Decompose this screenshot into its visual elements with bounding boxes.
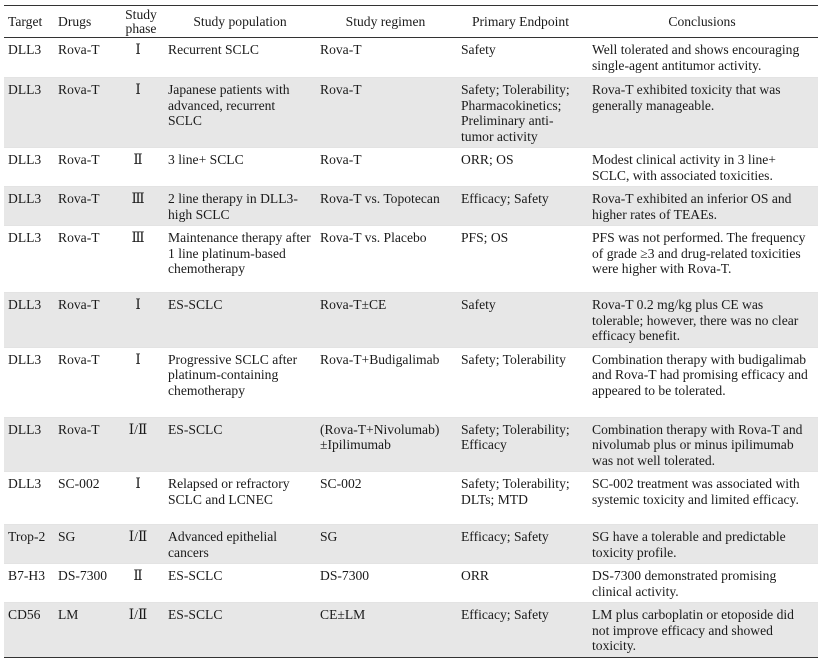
- cell-phase: Ⅰ/Ⅱ: [128, 607, 148, 622]
- cell-target: DLL3: [8, 230, 42, 245]
- cell-drug: Rova-T: [58, 152, 100, 167]
- cell-phase: Ⅰ: [135, 476, 141, 491]
- cell-phase: Ⅰ: [135, 297, 141, 312]
- cell-conclusion: Combination therapy with Rova-T and nivolumab plus or minus ipilimumab was not well tolerated.: [592, 421, 803, 468]
- cell-conclusion: SC-002 treatment was associated with systemic toxicity and limited efficacy.: [592, 476, 800, 507]
- cell-population: 2 line therapy in DLL3-high SCLC: [168, 191, 298, 222]
- cell-endpoint: Safety; Tolerability; Efficacy: [461, 421, 570, 452]
- cell-conclusion: Combination therapy with budigalimab and Rova-T had promising efficacy and appeared to be tolerated.: [592, 351, 808, 398]
- cell-population: 3 line+ SCLC: [168, 152, 244, 167]
- cell-population: Progressive SCLC after platinum-containing chemotherapy: [168, 351, 298, 398]
- cell-target: CD56: [8, 607, 41, 622]
- cell-population: ES-SCLC: [168, 421, 223, 437]
- cell-conclusion: Rova-T exhibited toxicity that was generally manageable.: [592, 82, 781, 113]
- cell-regimen: Rova-T: [320, 42, 362, 57]
- header-phase: Study phase: [125, 6, 157, 36]
- cell-endpoint: Efficacy; Safety: [461, 607, 549, 622]
- header-row: [4, 6, 818, 38]
- cell-population: ES-SCLC: [168, 568, 223, 583]
- cell-phase: Ⅰ: [135, 351, 141, 367]
- cell-conclusion: PFS was not performed. The frequency of grade ≥3 and drug-related toxicities were higher with Rova-T.: [592, 230, 806, 276]
- cell-conclusion: Modest clinical activity in 3 line+ SCLC, with associated toxicities.: [592, 152, 776, 183]
- cell-drug: Rova-T: [58, 82, 100, 97]
- trials-table-container: [4, 5, 818, 658]
- cell-phase: Ⅰ: [135, 82, 141, 97]
- cell-regimen: Rova-T: [320, 82, 362, 97]
- cell-population: ES-SCLC: [168, 607, 223, 622]
- cell-target: Trop-2: [8, 529, 46, 544]
- cell-endpoint: Efficacy; Safety: [461, 529, 549, 544]
- cell-drug: Rova-T: [58, 42, 100, 57]
- cell-phase: Ⅱ: [133, 568, 143, 583]
- cell-regimen: CE±LM: [320, 607, 366, 622]
- cell-population: Japanese patients with advanced, recurrent SCLC: [168, 82, 290, 128]
- cell-population: Relapsed or refractory SCLC and LCNEC: [168, 476, 290, 507]
- cell-conclusion: Rova-T exhibited an inferior OS and higher rates of TEAEs.: [592, 191, 792, 222]
- cell-endpoint: Safety; Tolerability; DLTs; MTD: [461, 476, 570, 507]
- table-row: [4, 603, 818, 658]
- cell-conclusion: Well tolerated and shows encouraging single-agent antitumor activity.: [592, 42, 800, 73]
- cell-target: DLL3: [8, 297, 42, 312]
- cell-drug: DS-7300: [58, 568, 108, 583]
- cell-regimen: Rova-T vs. Topotecan: [320, 191, 440, 206]
- cell-phase: Ⅱ: [133, 152, 143, 167]
- cell-target: DLL3: [8, 152, 42, 167]
- cell-drug: LM: [58, 607, 79, 622]
- cell-drug: Rova-T: [58, 191, 100, 206]
- cell-phase: Ⅰ/Ⅱ: [128, 529, 148, 544]
- cell-phase: Ⅲ: [131, 191, 145, 206]
- cell-drug: SG: [58, 529, 76, 544]
- cell-target: DLL3: [8, 42, 42, 57]
- cell-population: ES-SCLC: [168, 297, 223, 312]
- table-row: [4, 293, 818, 348]
- header-regimen: Study regimen: [345, 13, 426, 29]
- cell-target: DLL3: [8, 191, 42, 206]
- cell-drug: Rova-T: [58, 230, 100, 245]
- table-row: [4, 148, 818, 187]
- cell-target: DLL3: [8, 82, 42, 97]
- cell-drug: Rova-T: [58, 351, 100, 367]
- table-row: [4, 226, 818, 293]
- cell-endpoint: Safety: [461, 297, 496, 312]
- cell-phase: Ⅰ: [135, 42, 141, 57]
- table-row: [4, 187, 818, 226]
- cell-regimen: Rova-T+Budigalimab: [320, 351, 440, 367]
- cell-regimen: Rova-T: [320, 152, 362, 167]
- cell-endpoint: ORR: [461, 568, 489, 583]
- cell-endpoint: Safety; Tolerability: [461, 351, 566, 367]
- cell-target: DLL3: [8, 421, 42, 437]
- table-row: [4, 38, 818, 78]
- cell-drug: Rova-T: [58, 297, 100, 312]
- table-row: [4, 525, 818, 564]
- cell-endpoint: Safety; Tolerability; Pharmacokinetics; Preliminary anti-tumor activity: [461, 82, 570, 144]
- header-endpoint: Primary Endpoint: [471, 13, 570, 29]
- cell-target: DLL3: [8, 351, 42, 367]
- cell-regimen: SC-002: [320, 476, 362, 491]
- cell-phase: Ⅲ: [131, 230, 145, 245]
- cell-regimen: Rova-T±CE: [320, 297, 387, 312]
- cell-endpoint: Efficacy; Safety: [461, 191, 549, 206]
- header-target: Target: [8, 13, 43, 29]
- cell-population: Maintenance therapy after 1 line platinum-based chemotherapy: [168, 230, 311, 276]
- cell-population: Recurrent SCLC: [168, 42, 259, 57]
- cell-target: B7-H3: [8, 568, 46, 583]
- cell-conclusion: LM plus carboplatin or etoposide did not improve efficacy and showed toxicity.: [592, 607, 794, 653]
- header-conclusions: Conclusions: [668, 13, 736, 29]
- table-row: [4, 417, 818, 472]
- cell-phase: Ⅰ/Ⅱ: [128, 421, 148, 437]
- table-row: [4, 78, 818, 148]
- cell-regimen: SG: [320, 529, 338, 544]
- cell-regimen: Rova-T vs. Placebo: [320, 230, 427, 245]
- clinical-trials-table: [4, 5, 818, 658]
- table-row: [4, 564, 818, 603]
- header-population: Study population: [193, 13, 287, 29]
- cell-conclusion: SG have a tolerable and predictable toxicity profile.: [592, 529, 786, 560]
- cell-endpoint: Safety: [461, 42, 496, 57]
- table-row: [4, 472, 818, 525]
- cell-population: Advanced epithelial cancers: [168, 529, 278, 560]
- cell-drug: Rova-T: [58, 421, 100, 437]
- table-row: [4, 347, 818, 417]
- cell-drug: SC-002: [58, 476, 100, 491]
- cell-target: DLL3: [8, 476, 42, 491]
- cell-regimen: DS-7300: [320, 568, 370, 583]
- cell-conclusion: DS-7300 demonstrated promising clinical activity.: [592, 568, 777, 599]
- cell-regimen: (Rova-T+Nivolumab) ±Ipilimumab: [320, 421, 440, 452]
- cell-endpoint: ORR; OS: [461, 152, 514, 167]
- cell-endpoint: PFS; OS: [461, 230, 509, 245]
- header-drugs: Drugs: [58, 13, 92, 29]
- cell-conclusion: Rova-T 0.2 mg/kg plus CE was tolerable; however, there was no clear efficacy benefit.: [592, 297, 799, 343]
